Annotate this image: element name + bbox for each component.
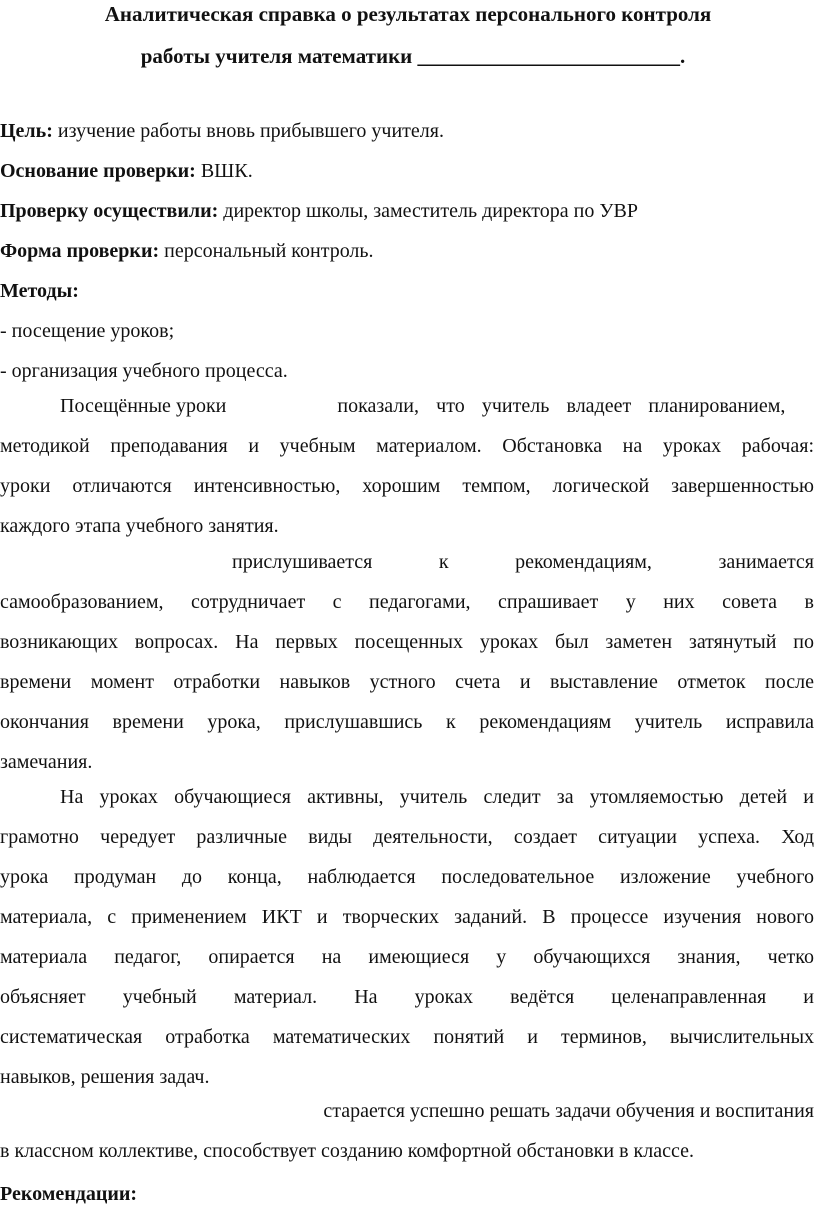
paragraph-line: методикой преподавания и учебным материалом. Обстановка на уроках рабочая: — [0, 435, 814, 457]
paragraph-text: На уроках обучающиеся активны, учитель следит за утомляемостью детей и — [60, 786, 814, 808]
inspectors-value: директор школы, заместитель директора по УВР — [218, 200, 638, 222]
paragraph-line: материала педагог, опирается на имеющиеся у обучающихся знания, четко — [0, 946, 814, 968]
goal-value: изучение работы вновь прибывшего учителя. — [52, 120, 444, 142]
recommendations-label: Рекомендации: — [0, 1183, 138, 1205]
paragraph-lessons — [0, 386, 814, 546]
basis-value: ВШК. — [195, 160, 253, 182]
paragraph-line: объясняет учебный материал. На уроках ведётся целенаправленная и — [0, 986, 814, 1008]
goal-line — [0, 119, 444, 143]
methods-label: Методы: — [0, 280, 79, 302]
paragraph-text: Посещённые уроки — [60, 395, 227, 417]
paragraph-line: грамотно чередует различные виды деятельности, создает ситуации успеха. Ход — [0, 826, 814, 848]
paragraph-line: навыков, решения задач. — [0, 1066, 210, 1088]
paragraph-line: замечания. — [0, 751, 93, 773]
paragraph-activity — [0, 777, 814, 1097]
inspectors-line — [0, 199, 638, 223]
paragraph-line: каждого этапа учебного занятия. — [0, 515, 279, 537]
method-item: - посещение уроков; — [0, 320, 175, 342]
paragraph-line — [0, 777, 814, 817]
paragraph-line — [0, 1091, 814, 1131]
paragraph-line: в классном коллективе, способствует созданию комфортной обстановки в классе. — [0, 1140, 694, 1162]
paragraph-line: времени момент отработки навыков устного счета и выставление отметок после — [0, 671, 814, 693]
paragraph-text: старается успешно решать задачи обучения и воспитания — [323, 1100, 814, 1122]
paragraph-recommendations-followed — [0, 542, 814, 782]
paragraph-line: возникающих вопросах. На первых посещенных уроках был заметен затянутый по — [0, 631, 814, 653]
inspectors-label: Проверку осуществили: — [0, 200, 219, 222]
form-label: Форма проверки: — [0, 240, 160, 262]
paragraph-line — [0, 386, 814, 426]
paragraph-line — [0, 542, 814, 582]
paragraph-line: урока продуман до конца, наблюдается последовательное изложение учебного — [0, 866, 814, 888]
recommendations-heading — [0, 1182, 137, 1206]
paragraph-line: уроки отличаются интенсивностью, хорошим темпом, логической завершенностью — [0, 475, 814, 497]
report-title-line2: работы учителя математики _________________________. — [140, 44, 686, 68]
paragraph-text: прислушивается к рекомендациям, занимается — [232, 551, 814, 573]
paragraph-line: систематическая отработка математических понятий и терминов, вычислительных — [0, 1026, 814, 1048]
paragraph-class-climate — [0, 1091, 814, 1171]
paragraph-text: показали, что учитель владеет планированием, — [337, 395, 786, 417]
report-title-line1: Аналитическая справка о результатах персонального контроля — [104, 2, 712, 26]
basis-line — [0, 159, 253, 183]
paragraph-line: самообразованием, сотрудничает с педагогами, спрашивает у них совета в — [0, 591, 814, 613]
paragraph-line: материала, с применением ИКТ и творческих заданий. В процессе изучения нового — [0, 906, 814, 928]
goal-label: Цель: — [0, 120, 53, 142]
basis-label: Основание проверки: — [0, 160, 196, 182]
method-item: - организация учебного процесса. — [0, 360, 288, 382]
form-line — [0, 239, 374, 263]
form-value: персональный контроль. — [159, 240, 374, 262]
paragraph-line: окончания времени урока, прислушавшись к рекомендациям учитель исправила — [0, 711, 814, 733]
methods-heading — [0, 279, 79, 303]
